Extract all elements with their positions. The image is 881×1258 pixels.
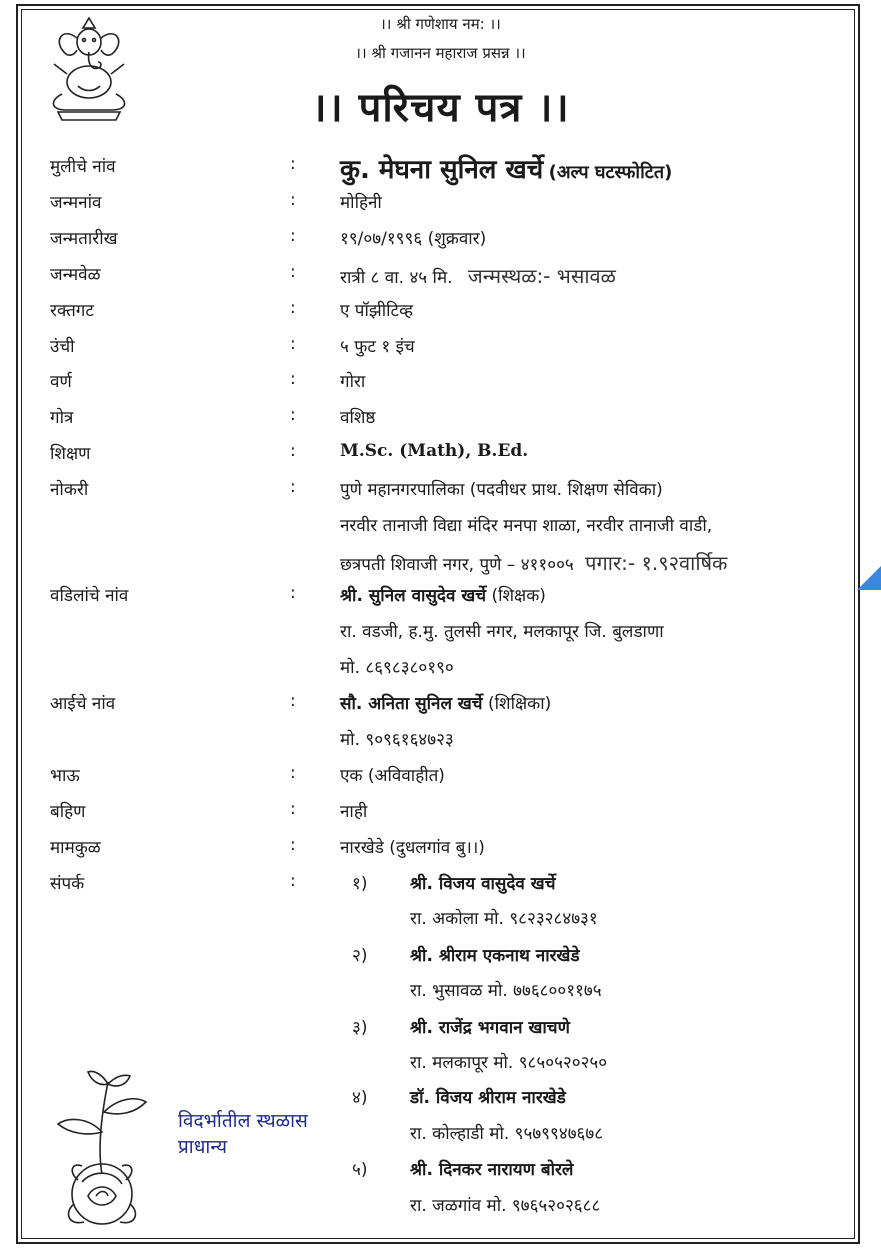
field-row-brother (0, 763, 881, 793)
field-value: गोरा (340, 372, 366, 392)
contact-name: डॉ. विजय श्रीराम नारखेडे (410, 1088, 566, 1108)
father-occupation: (शिक्षक) (491, 586, 546, 606)
field-value: मोहिनी (340, 193, 382, 213)
contact-number: ३) (352, 1018, 368, 1038)
mother-mobile: मो. ९०९६१६४७२३ (340, 730, 454, 750)
job-address-line-1: नरवीर तानाजी विद्या मंदिर मनपा शाळा, नरवीर तानाजी वाडी, (340, 516, 713, 536)
mother-name: सौ. अनिता सुनिल खर्चे (340, 694, 483, 714)
field-row-name (0, 150, 881, 184)
job-address-text: छत्रपती शिवाजी नगर, पुणे – ४११००५ (340, 555, 574, 575)
field-label: उंची (50, 337, 75, 357)
field-label: रक्तगट (50, 301, 94, 321)
job-address-line-2 (340, 549, 727, 576)
field-value: M.Sc. (Math), B.Ed. (340, 441, 529, 461)
field-label: मामकुळ (50, 838, 101, 858)
field-colon: : (290, 190, 296, 210)
field-value: एक (अविवाहीत) (340, 766, 445, 786)
field-row-birthdate (0, 226, 881, 256)
field-value: पुणे महानगरपालिका (पदवीधर प्राथ. शिक्षण सेविका) (340, 480, 663, 500)
contact-address: रा. मलकापूर मो. ९८५०५२०२५० (410, 1053, 608, 1073)
preference-note-line-1: विदर्भातील स्थळास (178, 1110, 308, 1132)
field-value: नारखेडे (दुधलगांव बु।।) (340, 838, 485, 858)
field-value: ए पॉझीटिव्ह (340, 301, 414, 321)
field-colon: : (290, 154, 296, 174)
field-label: गोत्र (50, 408, 74, 428)
field-label: जन्मतारीख (50, 229, 118, 249)
contact-number: १) (352, 874, 368, 894)
contact-name: श्री. विजय वासुदेव खर्चे (410, 874, 556, 894)
field-colon: : (290, 369, 296, 389)
contact-name: श्री. राजेंद्र भगवान खाचणे (410, 1018, 570, 1038)
field-row-sister (0, 799, 881, 829)
field-colon: : (290, 691, 296, 711)
mother-occupation: (शिक्षिका) (488, 694, 552, 714)
page-title: ।। परिचय पत्र ।। (311, 85, 570, 131)
contact-address: रा. कोल्हाडी मो. ९५७९९४७६७८ (410, 1124, 604, 1144)
bride-name: कु. मेघना सुनिल खर्चे (340, 155, 544, 185)
field-value: ५ फुट १ इंच (340, 337, 415, 357)
field-colon: : (290, 763, 296, 783)
contact-address: रा. अकोला मो. ९८२३२८४७३१ (410, 909, 598, 929)
field-value: नाही (340, 802, 368, 822)
field-value (340, 583, 546, 606)
contact-number: २) (352, 946, 368, 966)
field-label: शिक्षण (50, 444, 91, 464)
field-row-birthtime (0, 262, 881, 292)
father-address: रा. वडजी, ह.मु. तुलसी नगर, मलकापूर जि. बुलडाणा (340, 622, 664, 642)
contact-number: ४) (352, 1088, 368, 1108)
field-row-father (0, 583, 881, 613)
father-mobile: मो. ८६९८३८०१९० (340, 658, 454, 678)
field-value: वशिष्ठ (340, 408, 376, 428)
field-colon: : (290, 226, 296, 246)
salary-note: पगार:- १.९२वार्षिक (585, 551, 728, 575)
field-colon: : (290, 405, 296, 425)
field-colon: : (290, 871, 296, 891)
field-label: जन्मवेळ (50, 265, 101, 285)
field-label: मुलीचे नांव (50, 157, 116, 177)
preference-note (178, 1108, 308, 1160)
field-label: वडिलांचे नांव (50, 586, 129, 606)
field-value: १९/०७/१९९६ (शुक्रवार) (340, 229, 487, 249)
field-colon: : (290, 583, 296, 603)
father-name: श्री. सुनिल वासुदेव खर्चे (340, 586, 487, 606)
field-row-job (0, 477, 881, 507)
field-label: वर्ण (50, 372, 72, 392)
field-colon: : (290, 799, 296, 819)
field-colon: : (290, 835, 296, 855)
field-row-maternal-family (0, 835, 881, 865)
corner-marker-icon (857, 566, 881, 590)
field-colon: : (290, 441, 296, 461)
field-row-complexion (0, 369, 881, 399)
field-label: भाऊ (50, 766, 80, 786)
birth-time: रात्री ८ वा. ४५ मि. (340, 268, 453, 288)
preference-note-line-2: प्राधान्य (178, 1136, 227, 1158)
field-colon: : (290, 262, 296, 282)
field-value (340, 691, 551, 714)
field-value (340, 150, 672, 186)
marital-note: (अल्प घटस्फोटित) (548, 162, 673, 183)
birth-place-note: जन्मस्थळ:- भसावळ (467, 264, 616, 288)
field-colon: : (290, 334, 296, 354)
header-line-1: ।। श्री गणेशाय नम: ।। (380, 15, 501, 33)
field-row-mother (0, 691, 881, 721)
field-label: बहिण (50, 802, 86, 822)
header-line-2: ।। श्री गजानन महाराज प्रसन्न ।। (355, 44, 526, 62)
field-row-gotra (0, 405, 881, 435)
contact-name: श्री. दिनकर नारायण बोरले (410, 1160, 574, 1180)
field-row-bloodgroup (0, 298, 881, 328)
contact-name: श्री. श्रीराम एकनाथ नारखेडे (410, 946, 580, 966)
rose-flower-icon (38, 1062, 166, 1234)
field-colon: : (290, 298, 296, 318)
field-colon: : (290, 477, 296, 497)
field-label: संपर्क (50, 874, 85, 894)
field-row-education (0, 441, 881, 471)
field-row-birthname (0, 190, 881, 220)
field-label: आईचे नांव (50, 694, 116, 714)
contact-address: रा. भुसावळ मो. ७७६८००११७५ (410, 981, 602, 1001)
field-value (340, 262, 616, 289)
contact-address: रा. जळगांव मो. ९७६५२०२६८८ (410, 1196, 601, 1216)
field-row-height (0, 334, 881, 364)
contact-number: ५) (352, 1160, 368, 1180)
field-label: जन्मनांव (50, 193, 102, 213)
field-label: नोकरी (50, 480, 89, 500)
